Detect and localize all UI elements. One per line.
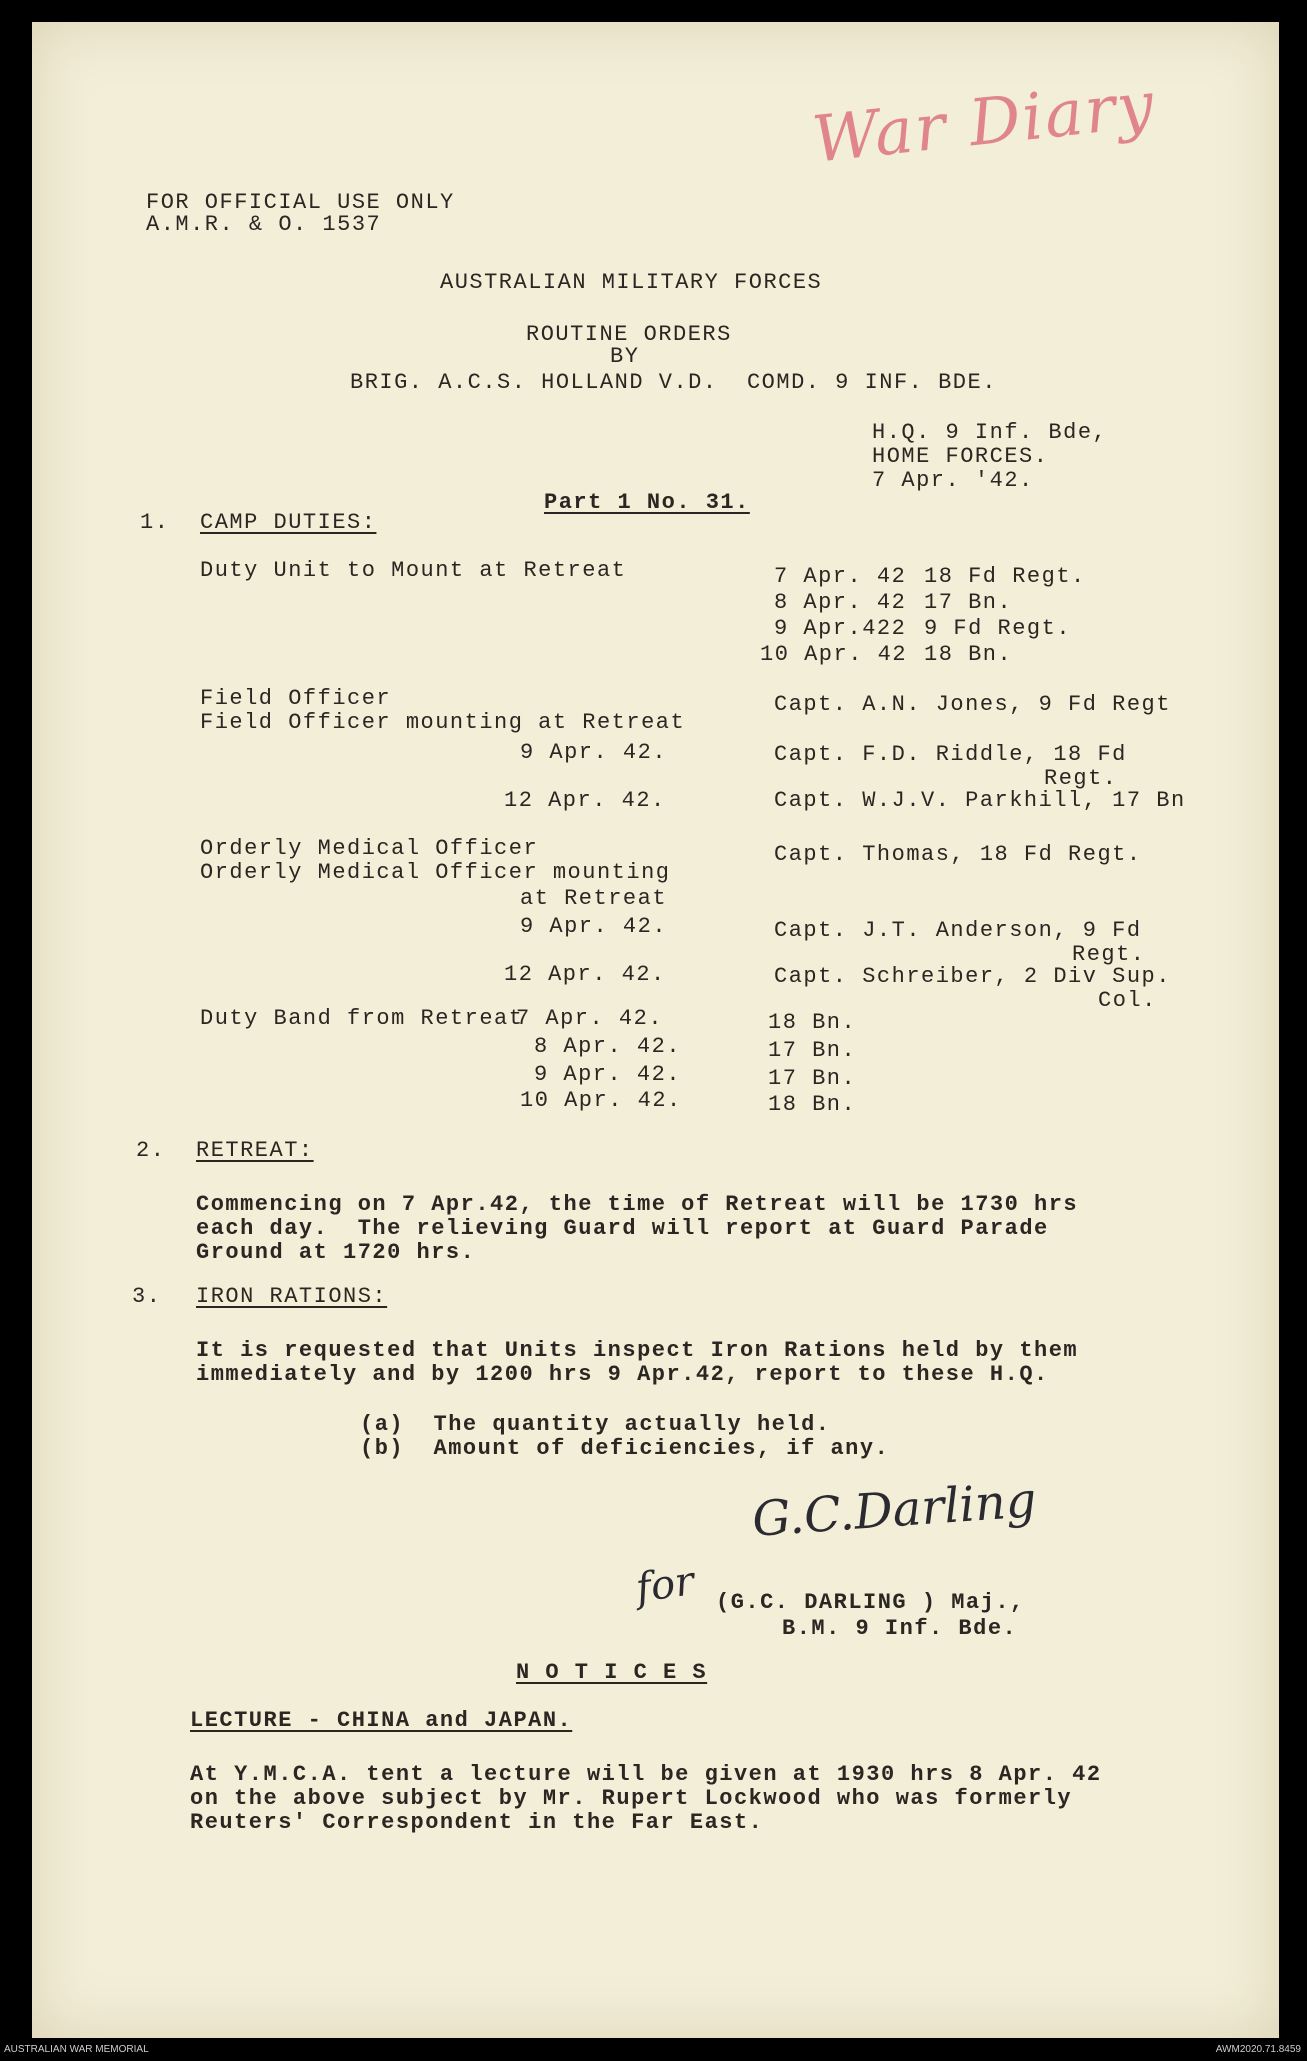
handwritten-signature: G.C.Darling (750, 1472, 1039, 1548)
section-3-title: IRON RATIONS: (196, 1284, 388, 1309)
section-2-number: 2. (136, 1138, 166, 1163)
duty-unit-label: Duty Unit to Mount at Retreat (200, 558, 627, 583)
part-number: Part 1 No. 31. (544, 490, 750, 515)
amr-reference: A.M.R. & O. 1537 (146, 212, 382, 237)
field-officer-label: Field Officer (200, 686, 392, 711)
notices-heading: N O T I C E S (516, 1660, 708, 1685)
section-2-line: Commencing on 7 Apr.42, the time of Retreat will be 1730 hrs (196, 1192, 1079, 1217)
duty-band-unit: 18 Bn. (768, 1010, 857, 1035)
section-3-number: 3. (132, 1284, 162, 1309)
duty-unit-date: 8 Apr. 42 (774, 590, 907, 615)
field-officer-current: Capt. A.N. Jones, 9 Fd Regt (774, 692, 1171, 717)
section-1-number: 1. (140, 510, 170, 535)
omo-name-cont: Col. (1098, 988, 1157, 1013)
duty-band-date: 10 Apr. 42. (520, 1088, 682, 1113)
omo-at-retreat: at Retreat (520, 886, 668, 911)
duty-unit-date: 10 Apr. 42 (760, 642, 908, 667)
signatory-role: B.M. 9 Inf. Bde. (782, 1616, 1018, 1641)
section-2-line: each day. The relieving Guard will report at Guard Parade (196, 1216, 1049, 1241)
field-officer-date: 12 Apr. 42. (504, 788, 666, 813)
routine-orders-title: ROUTINE ORDERS (526, 322, 732, 347)
forces-title: AUSTRALIAN MILITARY FORCES (440, 270, 823, 295)
hq-date: 7 Apr. '42. (872, 468, 1034, 493)
duty-band-date: 9 Apr. 42. (534, 1062, 682, 1087)
section-1-title: CAMP DUTIES: (200, 510, 377, 535)
orderly-medical-officer-label: Orderly Medical Officer (200, 836, 539, 861)
section-3-line: It is requested that Units inspect Iron Rations held by them (196, 1338, 1079, 1363)
footer-right: AWM2020.71.8459 (1215, 2044, 1301, 2055)
duty-band-date: 7 Apr. 42. (516, 1006, 664, 1031)
by-label: BY (610, 344, 640, 369)
orderly-medical-officer-mounting-label: Orderly Medical Officer mounting (200, 860, 671, 885)
war-diary-annotation: War Diary (809, 68, 1159, 178)
footer-left: AUSTRALIAN WAR MEMORIAL (4, 2044, 149, 2055)
omo-date: 12 Apr. 42. (504, 962, 666, 987)
section-2-line: Ground at 1720 hrs. (196, 1240, 476, 1265)
duty-band-unit: 17 Bn. (768, 1038, 857, 1063)
duty-unit-date: 7 Apr. 42 (774, 564, 907, 589)
section-3-item-a: (a) The quantity actually held. (360, 1412, 831, 1437)
duty-unit-date: 9 Apr.422 (774, 616, 907, 641)
omo-name-cont: Regt. (1072, 942, 1146, 967)
duty-unit-name: 18 Fd Regt. (924, 564, 1086, 589)
omo-name: Capt. J.T. Anderson, 9 Fd (774, 918, 1142, 943)
field-officer-name-cont: Regt. (1044, 766, 1118, 791)
duty-unit-name: 17 Bn. (924, 590, 1013, 615)
field-officer-name: Capt. F.D. Riddle, 18 Fd (774, 742, 1127, 767)
hq-line-1: H.Q. 9 Inf. Bde, (872, 420, 1108, 445)
duty-band-label: Duty Band from Retreat (200, 1006, 524, 1031)
brigadier-line: BRIG. A.C.S. HOLLAND V.D. COMD. 9 INF. BDE. (350, 370, 997, 395)
official-use-label: FOR OFFICIAL USE ONLY (146, 190, 455, 215)
signatory-name: (G.C. DARLING ) Maj., (716, 1590, 1025, 1615)
lecture-line: At Y.M.C.A. tent a lecture will be given at 1930 hrs 8 Apr. 42 (190, 1762, 1102, 1787)
hq-line-2: HOME FORCES. (872, 444, 1049, 469)
duty-band-unit: 17 Bn. (768, 1066, 857, 1091)
duty-band-date: 8 Apr. 42. (534, 1034, 682, 1059)
duty-unit-name: 18 Bn. (924, 642, 1013, 667)
field-officer-mounting-label: Field Officer mounting at Retreat (200, 710, 686, 735)
field-officer-date: 9 Apr. 42. (520, 740, 668, 765)
omo-name: Capt. Schreiber, 2 Div Sup. (774, 964, 1171, 989)
section-2-title: RETREAT: (196, 1138, 314, 1163)
omo-date: 9 Apr. 42. (520, 914, 668, 939)
section-3-line: immediately and by 1200 hrs 9 Apr.42, report to these H.Q. (196, 1362, 1049, 1387)
duty-unit-name: 9 Fd Regt. (924, 616, 1072, 641)
duty-band-unit: 18 Bn. (768, 1092, 857, 1117)
field-officer-name: Capt. W.J.V. Parkhill, 17 Bn (774, 788, 1186, 813)
document-page (32, 22, 1279, 2038)
lecture-title: LECTURE - CHINA and JAPAN. (190, 1708, 573, 1733)
handwritten-for: for (633, 1558, 697, 1612)
section-3-item-b: (b) Amount of deficiencies, if any. (360, 1436, 890, 1461)
lecture-line: on the above subject by Mr. Rupert Lockwood who was formerly (190, 1786, 1073, 1811)
lecture-line: Reuters' Correspondent in the Far East. (190, 1810, 764, 1835)
omo-current: Capt. Thomas, 18 Fd Regt. (774, 842, 1142, 867)
